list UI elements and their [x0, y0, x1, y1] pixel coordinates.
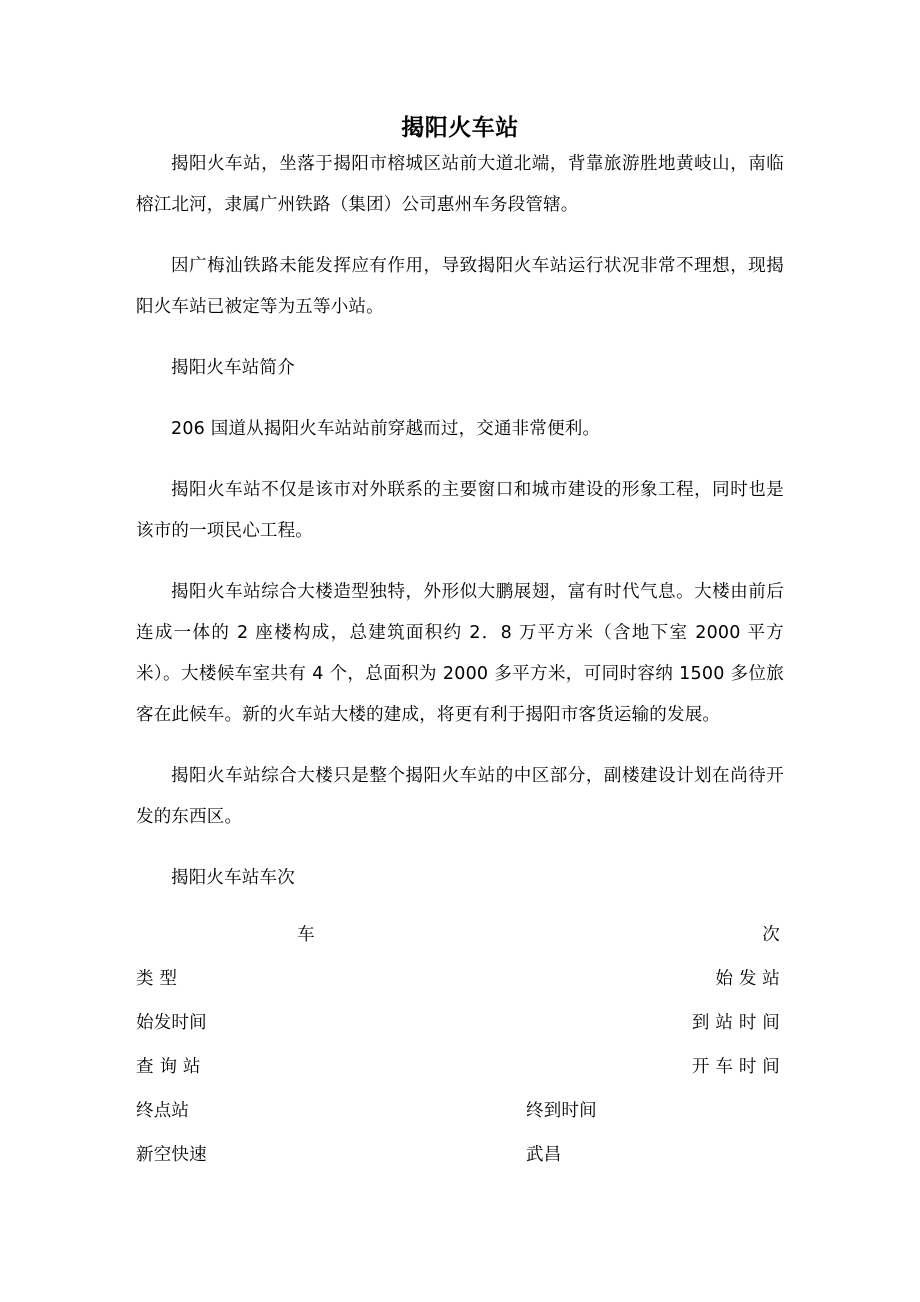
paragraph-2: 因广梅汕铁路未能发挥应有作用，导致揭阳火车站运行状况非常不理想，现揭阳火车站已被定等为五等小站。: [136, 256, 784, 318]
schedule-cell-left: 类 型: [136, 969, 178, 990]
table-row: [136, 1045, 784, 1089]
paragraph-8-heading: 揭阳火车站车次: [171, 868, 295, 889]
schedule-cell-left: 查 询 站: [136, 1057, 201, 1078]
schedule-cell-right: 到 站 时 间: [691, 1013, 780, 1034]
paragraph-6: 揭阳火车站综合大楼造型独特，外形似大鹏展翅，富有时代气息。大楼由前后连成一体的 2 座楼构成，总建筑面积约 2．8 万平方米（含地下室 2000 平方米）。大楼候车室共有 4 个，总面积为 2000 多平方米，可同时容纳 1500 多位旅客在此候车。新的火车站大楼的建成，将更有利于揭阳市客货运输的发展。: [136, 582, 784, 726]
page-title: 揭阳火车站: [401, 115, 519, 141]
table-row: [136, 1133, 784, 1177]
schedule-cell-right: 始 发 站: [715, 969, 780, 990]
paragraph-3-heading: 揭阳火车站简介: [171, 358, 295, 379]
table-row: [136, 957, 784, 1001]
schedule-cell-right: 开 车 时 间: [691, 1057, 780, 1078]
schedule-cell-mid: 武昌: [526, 1145, 562, 1166]
paragraph-4: 206 国道从揭阳火车站站前穿越而过，交通非常便利。: [171, 419, 601, 440]
paragraph-5: 揭阳火车站不仅是该市对外联系的主要窗口和城市建设的形象工程，同时也是该市的一项民心工程。: [136, 480, 784, 542]
schedule-header-right: 次: [762, 925, 780, 946]
schedule-cell-mid: 终到时间: [526, 1101, 597, 1122]
table-row: [136, 913, 784, 957]
schedule-cell-left: 始发时间: [136, 1013, 207, 1034]
schedule-header-left: 车: [297, 925, 315, 946]
paragraph-7: 揭阳火车站综合大楼只是整个揭阳火车站的中区部分，副楼建设计划在尚待开发的东西区。: [136, 766, 784, 828]
schedule-cell-left: 终点站: [136, 1101, 190, 1122]
schedule-cell-left: 新空快速: [136, 1145, 207, 1166]
table-row: [136, 1001, 784, 1045]
document-body: [136, 0, 784, 1177]
train-schedule-table: [136, 913, 784, 1177]
paragraph-1: 揭阳火车站，坐落于揭阳市榕城区站前大道北端，背靠旅游胜地黄岐山，南临榕江北河，隶属广州铁路（集团）公司惠州车务段管辖。: [136, 154, 784, 216]
table-row: [136, 1089, 784, 1133]
